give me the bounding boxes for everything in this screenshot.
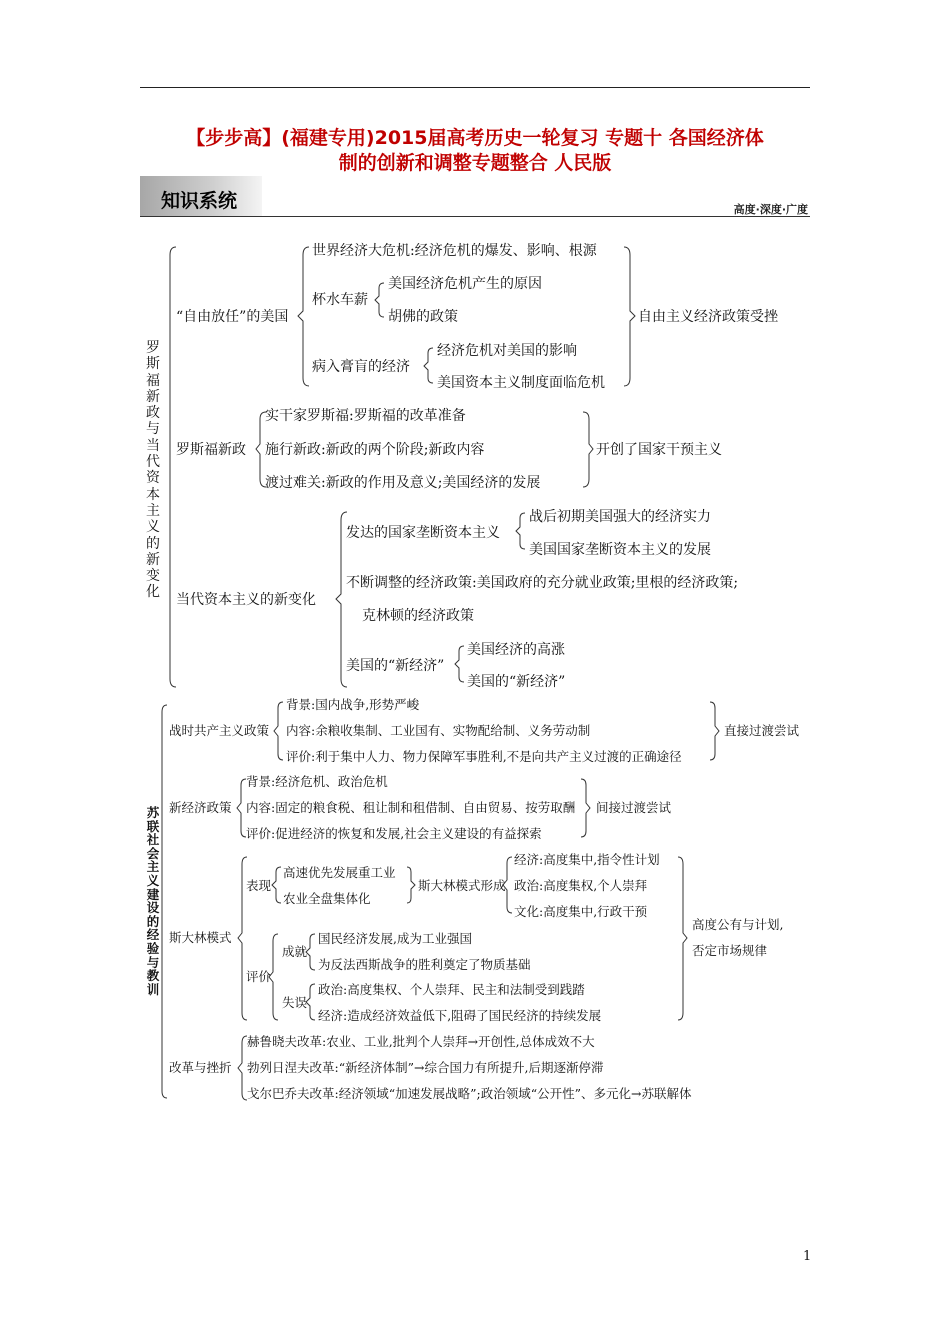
- p2-d-i2: 勃列日涅夫改革:“新经济体制”→综合国力有所提升,后期逐渐停滞: [247, 1060, 604, 1075]
- p2-root-label: 苏联社会主义建设的经验与教训: [146, 805, 160, 997]
- p2-c-result-line1: 高度公有与计划,: [692, 917, 784, 932]
- p1-c-i2-line1: 不断调整的经济政策:美国政府的充分就业政策;里根的经济政策;: [346, 575, 739, 591]
- title-line-2: 制的创新和调整专题整合 人民版: [338, 152, 612, 174]
- p1-a-b3-label: 病入膏肓的经济: [312, 359, 410, 375]
- p2-c-succ-label: 成就: [282, 944, 308, 959]
- p1-c-i1-s1: 战后初期美国强大的经济实力: [529, 509, 711, 525]
- p1-root-label: 罗斯福新政与当代资本主义的新变化: [146, 340, 160, 601]
- p1-a-b2-label: 杯水车薪: [312, 292, 368, 308]
- p1-a-b2-c2: 胡佛的政策: [388, 309, 458, 325]
- p2-c-fail-label: 失误: [282, 995, 308, 1010]
- p2-d-i1: 赫鲁晓夫改革:农业、工业,批判个人崇拜→开创性,总体成效不大: [247, 1034, 595, 1049]
- bracket-p1-c-i3: [455, 646, 464, 682]
- p1-c-i3-s1: 美国经济的高涨: [467, 642, 565, 658]
- p1-b-result: 开创了国家干预主义: [596, 442, 722, 458]
- p2-b-i1: 背景:经济危机、政治危机: [246, 774, 388, 789]
- p1-a-label: “自由放任”的美国: [176, 309, 289, 325]
- p2-b-label: 新经济政策: [169, 800, 232, 815]
- p2-c-succ-s1: 国民经济发展,成为工业强国: [318, 931, 472, 946]
- section-motto: 高度·深度·广度: [733, 203, 808, 216]
- p2-c-label: 斯大林模式: [169, 930, 232, 945]
- bracket-p2-a: [274, 702, 283, 760]
- p2-c-f3: 文化:高度集中,行政干预: [514, 904, 648, 919]
- p2-c-formed: 斯大林模式形成: [418, 878, 506, 893]
- p2-d-i3: 戈尔巴乔夫改革:经济领域“加速发展战略”;政治领域“公开性”、多元化→苏联解体: [247, 1086, 692, 1101]
- bracket-p1-c-i1: [516, 513, 525, 549]
- p1-b-i1: 实干家罗斯福:罗斯福的改革准备: [265, 408, 466, 424]
- bracket-p2-c-result: [678, 857, 687, 1020]
- p1-c-i3-s2: 美国的“新经济”: [467, 674, 566, 690]
- p2-c-show-label: 表现: [246, 878, 272, 893]
- bracket-p2-b-result: [581, 779, 590, 837]
- p2-b-result: 间接过渡尝试: [596, 800, 672, 815]
- p2-c-show-s1: 高速优先发展重工业: [283, 865, 396, 880]
- p2-c-fail-s2: 经济:造成经济效益低下,阻碍了国民经济的持续发展: [318, 1008, 602, 1023]
- p2-c-fail-s1: 政治:高度集权、个人崇拜、民主和法制受到践踏: [318, 982, 585, 997]
- p2-a-i3: 评价:利于集中人力、物力保障军事胜利,不是向共产主义过渡的正确途径: [286, 749, 682, 764]
- p1-b-i3: 渡过难关:新政的作用及意义;美国经济的发展: [265, 475, 541, 491]
- bracket-p1-b-result: [583, 412, 593, 487]
- p2-b-i3: 评价:促进经济的恢复和发展,社会主义建设的有益探索: [246, 826, 542, 841]
- bracket-p2-b: [237, 779, 246, 837]
- bracket-p2-c-formed-left: [407, 867, 415, 903]
- page-number: 1: [803, 1249, 812, 1264]
- bracket-p1-a-b3: [424, 348, 433, 383]
- bracket-p2-root: [162, 705, 167, 1098]
- p2-c-f1: 经济:高度集中,指令性计划: [514, 852, 660, 867]
- bracket-p1-a-b2: [375, 283, 384, 317]
- bracket-p2-c-show: [272, 867, 281, 903]
- p1-c-i1-s2: 美国国家垄断资本主义的发展: [529, 542, 711, 558]
- title-line-1: 【步步高】(福建专用)2015届高考历史一轮复习 专题十 各国经济体: [186, 127, 764, 149]
- p2-a-i2: 内容:余粮收集制、工业国有、实物配给制、义务劳动制: [286, 723, 591, 738]
- p2-a-result: 直接过渡尝试: [724, 723, 800, 738]
- bracket-p2-d: [238, 1036, 247, 1100]
- p1-c-label: 当代资本主义的新变化: [176, 592, 316, 608]
- bracket-p2-a-result: [710, 702, 719, 760]
- p1-a-b3-c1: 经济危机对美国的影响: [437, 343, 577, 359]
- p1-c-i1-label: 发达的国家垄断资本主义: [346, 525, 500, 541]
- p2-a-label: 战时共产主义政策: [169, 723, 270, 738]
- section-title: 知识系统: [161, 190, 238, 212]
- p2-c-show-s2: 农业全盘集体化: [283, 891, 371, 906]
- p1-a-b3-c2: 美国资本主义制度面临危机: [437, 375, 605, 391]
- p1-c-i3-label: 美国的“新经济”: [346, 658, 445, 674]
- p2-b-i2: 内容:固定的粮食税、租让制和租借制、自由贸易、按劳取酬: [246, 800, 576, 815]
- bracket-p2-c-succ: [306, 934, 315, 970]
- p2-c-eval-label: 评价: [246, 969, 272, 984]
- p2-c-succ-s2: 为反法西斯战争的胜利奠定了物质基础: [318, 957, 531, 972]
- p1-a-b2-c1: 美国经济危机产生的原因: [388, 276, 542, 292]
- bracket-p1-a-result: [624, 247, 635, 386]
- p2-a-i1: 背景:国内战争,形势严峻: [286, 697, 420, 712]
- p2-d-label: 改革与挫折: [169, 1060, 232, 1075]
- bracket-p2-c-fail: [306, 984, 315, 1020]
- p1-b-label: 罗斯福新政: [176, 442, 246, 458]
- bracket-p1-a: [298, 247, 309, 386]
- p1-b-i2: 施行新政:新政的两个阶段;新政内容: [265, 442, 485, 458]
- p2-c-f2: 政治:高度集权,个人崇拜: [514, 878, 648, 893]
- p1-a-b1: 世界经济大危机:经济危机的爆发、影响、根源: [312, 243, 597, 259]
- p2-c-result-line2: 否定市场规律: [692, 943, 768, 958]
- p1-a-result: 自由主义经济政策受挫: [638, 309, 778, 325]
- p1-c-i2-line2: 克林顿的经济政策: [362, 608, 474, 624]
